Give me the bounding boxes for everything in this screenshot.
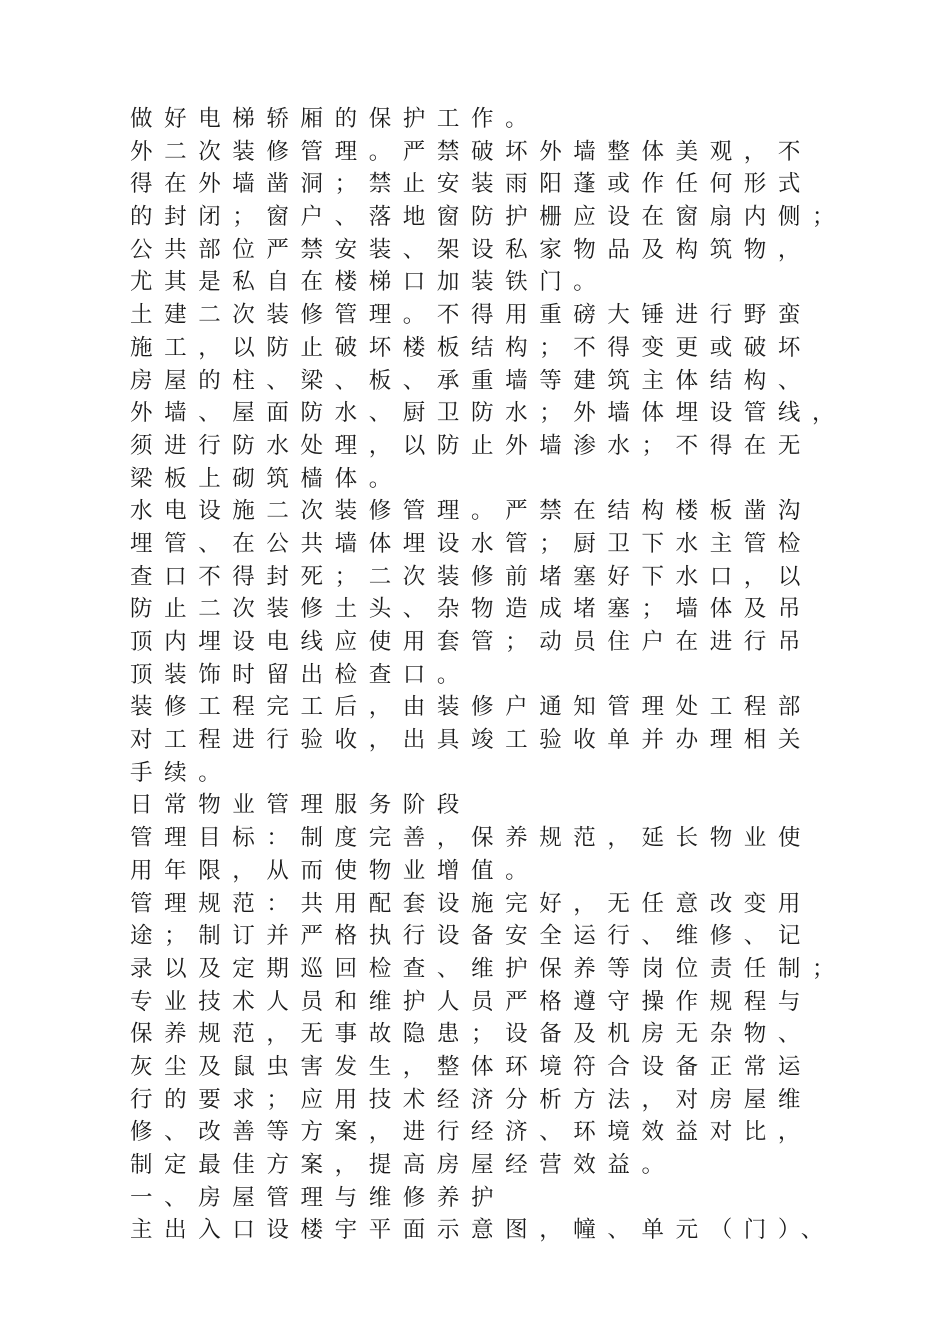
text-line: 管理目标：制度完善，保养规范，延长物业使 bbox=[130, 825, 813, 852]
text-line: 的封闭；窗户、落地窗防护栅应设在窗扇内侧； bbox=[130, 204, 847, 231]
text-line: 途；制订并严格执行设备安全运行、维修、记 bbox=[130, 923, 813, 950]
text-line: 主出入口设楼宇平面示意图，幢、单元（门）、 bbox=[130, 1217, 835, 1244]
text-line: 得在外墙凿洞；禁止安装雨阳蓬或作任何形式 bbox=[130, 171, 813, 198]
text-line: 梁板上砌筑樯体。 bbox=[130, 465, 403, 492]
text-line: 埋管、在公共墙体埋设水管；厨卫下水主管检 bbox=[130, 530, 813, 557]
text-line: 防止二次装修土头、杂物造成堵塞；墙体及吊 bbox=[130, 596, 813, 623]
text-line: 房屋的柱、梁、板、承重墙等建筑主体结构、 bbox=[130, 367, 813, 394]
text-line: 保养规范，无事故隐患；设备及机房无杂物、 bbox=[130, 1021, 813, 1048]
text-line: 录以及定期巡回检查、维护保养等岗位责任制； bbox=[130, 955, 847, 982]
text-line: 查口不得封死；二次装修前堵塞好下水口，以 bbox=[130, 563, 813, 590]
text-line: 管理规范：共用配套设施完好，无任意改变用 bbox=[130, 890, 813, 917]
section-heading: 一、房屋管理与维修养护 bbox=[130, 1184, 506, 1211]
text-line: 行的要求；应用技术经济分析方法，对房屋维 bbox=[130, 1086, 813, 1113]
text-line: 装修工程完工后，由装修户通知管理处工程部 bbox=[130, 694, 813, 721]
text-line: 做好电梯轿厢的保护工作。 bbox=[130, 106, 540, 132]
text-line: 灰尘及鼠虫害发生，整体环境符合设备正常运 bbox=[130, 1053, 813, 1080]
text-line: 手续。 bbox=[130, 759, 233, 786]
text-line: 用年限，从而使物业增值。 bbox=[130, 857, 540, 884]
document-body bbox=[130, 103, 847, 1247]
text-line: 尤其是私自在楼梯口加装铁门。 bbox=[130, 269, 608, 296]
text-line: 顶内埋设电线应使用套管；动员住户在进行吊 bbox=[130, 629, 813, 655]
text-line: 土建二次装修管理。不得用重磅大锤进行野蛮 bbox=[130, 302, 813, 329]
text-line: 修、改善等方案，进行经济、环境效益对比， bbox=[130, 1119, 813, 1146]
text-line: 制定最佳方案，提高房屋经营效益。 bbox=[130, 1152, 676, 1178]
text-line: 顶装饰时留出检查口。 bbox=[130, 661, 472, 688]
text-line: 水电设施二次装修管理。严禁在结构楼板凿沟 bbox=[130, 498, 813, 525]
text-line: 对工程进行验收，出具竣工验收单并办理相关 bbox=[130, 727, 813, 754]
text-line: 须进行防水处理，以防止外墙渗水；不得在无 bbox=[130, 432, 813, 459]
text-line: 公共部位严禁安装、架设私家物品及构筑物， bbox=[130, 236, 813, 263]
text-line: 外二次装修管理。严禁破坏外墙整体美观，不 bbox=[130, 138, 813, 165]
text-line: 专业技术人员和维护人员严格遵守操作规程与 bbox=[130, 988, 813, 1015]
section-heading: 日常物业管理服务阶段 bbox=[130, 792, 472, 819]
text-line: 施工，以防止破坏楼板结构；不得变更或破坏 bbox=[130, 334, 813, 361]
text-line: 外墙、屋面防水、厨卫防水；外墙体埋设管线， bbox=[130, 400, 847, 427]
